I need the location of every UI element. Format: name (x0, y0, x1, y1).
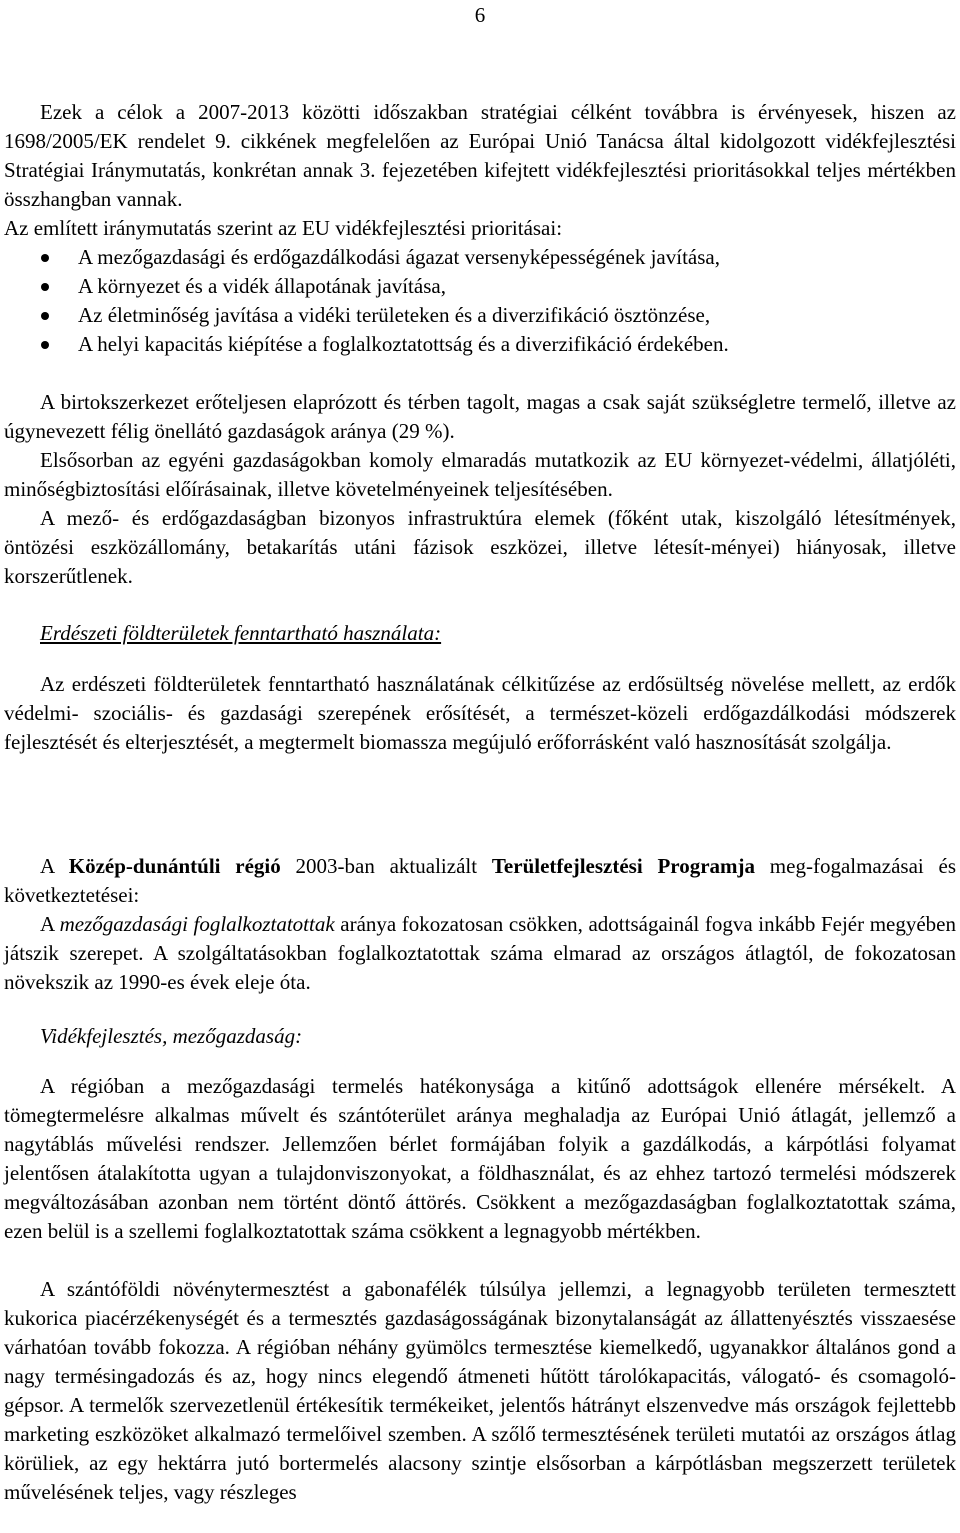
page-number: 6 (474, 3, 486, 27)
list-item: Az életminőség javítása a vidéki területeken és a diverzifikáció ösztönzése, (4, 301, 956, 330)
paragraph-agriculture: A régióban a mezőgazdasági termelés hatékonysága a kitűnő adottságok ellenére mérsékelt. A tömegtermelésre alkalmas művelt és szántóterület aránya meghaladja az Európai Unió átlagát, jellemző a nagytáblás művelési rendszer. Jellemzően bérlet formájában folyik a gazdálkodás, a kárpótlási folyamat jelentősen átalakította ugyan a tulajdonviszonyokat, a földhasználat, és az ehhez tartozó termelési módszerek megváltozásában azonban nem történt döntő áttörés. Csökkent a mezőgazdaságban foglalkoztatottak száma, ezen belül is a szellemi foglalkoztatottak száma csökkent a legnagyobb mértékben. (4, 1074, 956, 1243)
paragraph-eu-goals: Ezek a célok a 2007-2013 közötti időszakban stratégiai célként továbbra is érvényesek, hiszen az 1698/2005/EK rendelet 9. cikkének megfelelően az Európai Unió Tanácsa által kidolgozott vidékfejlesztési Stratégiai Iránymutatás, konkrétan annak 3. fejezetében kifejtett vidékfejlesztési prioritásokkal teljes mértékben összhangban vannak. (4, 100, 956, 211)
heading-rural-development: Vidékfejlesztés, mezőgazdaság: (40, 1024, 303, 1048)
region-name: Közép-dunántúli régió (68, 854, 281, 878)
priorities-list (4, 243, 956, 359)
paragraph-crop-production: A szántóföldi növénytermesztést a gabonafélék túlsúlya jellemzi, a legnagyobb területen termesztett kukorica piacérzékenységét és a termesztés gazdaságosságának bizonytalanságát az állattenyésztés visszaesése várhatóan tovább fokozza. A régióban néhány gyümölcs termesztése kiemelkedő, ugyanakkor általános gond a nagy termésingadozás és az, hogy nincs elegendő átmeneti hűtött tárolókapacitás, válogató- és csomagoló-gépsor. A termelők szervezetlenül értékesítik termékeiket, jelentős hátrányt elszenvedve más országok fejlettebb marketing eszközöket alkalmazó termelőivel szemben. A szőlő termesztésének területi mutatói az országos átlag körüliek, az egy hektárra jutó bortermelés alacsony szintje elsősorban a kárpótlásban megszerzett területek művelésének teljes, vagy részleges (4, 1277, 956, 1504)
paragraph-forestry: Az erdészeti földterületek fenntartható használatának célkitűzése az erdősültség növelése mellett, az erdők védelmi- szociális- és gazdasági szerepének erősítését, a természet-közeli erdőgazdálkodási módszerek fejlesztését és elterjesztését, a megtermelt biomassza megújuló erőforrásként való hasznosítását szolgálja. (4, 672, 956, 754)
paragraph-infrastructure: A mező- és erdőgazdaságban bizonyos infrastruktúra elemek (főként utak, kiszolgáló létesítmények, öntözési eszközállomány, betakarítás utáni fázisok eszközei, illetve létesít-ményei) hiányosak, illetve korszerűtlenek. (4, 506, 956, 588)
list-item: A mezőgazdasági és erdőgazdálkodási ágazat versenyképességének javítása, (4, 243, 956, 272)
paragraph-priorities-intro: Az említett iránymutatás szerint az EU vidékfejlesztési prioritásai: (4, 216, 563, 240)
paragraph-employment: A mezőgazdasági foglalkoztatottak aránya fokozatosan csökken, adottságainál fogva inkább Fejér megyében játszik szerepet. A szolgáltatásokban foglalkoztatottak száma elmarad az országos átlagtól, de fokozatosan növekszik az 1990-es évek eleje óta. (4, 912, 956, 994)
bullet-icon (41, 283, 49, 291)
list-item: A helyi kapacitás kiépítése a foglalkoztatottság és a diverzifikáció érdekében. (4, 330, 956, 359)
bullet-icon (41, 341, 49, 349)
bullet-icon (41, 312, 49, 320)
emphasized-term: mezőgazdasági foglalkoztatottak (59, 912, 335, 936)
paragraph-land-structure: A birtokszerkezet erőteljesen elaprózott és térben tagolt, magas a csak saját szükségletre termelő, illetve az úgynevezett félig önellátó gazdaságok aránya (29 %). (4, 390, 956, 443)
program-name: Területfejlesztési Programja (491, 854, 756, 878)
paragraph-regional-program: A Közép-dunántúli régió 2003-ban aktualizált Területfejlesztési Programja meg-fogalmazásai és következtetései: (4, 854, 956, 907)
paragraph-eu-compliance: Elsősorban az egyéni gazdaságokban komoly elmaradás mutatkozik az EU környezet-védelmi, állatjóléti, minőségbiztosítási előírásainak, illetve követelményeinek teljesítésében. (4, 448, 956, 501)
heading-forestry: Erdészeti földterületek fenntartható használata: (40, 621, 442, 645)
list-item: A környezet és a vidék állapotának javítása, (4, 272, 956, 301)
bullet-icon (41, 254, 49, 262)
